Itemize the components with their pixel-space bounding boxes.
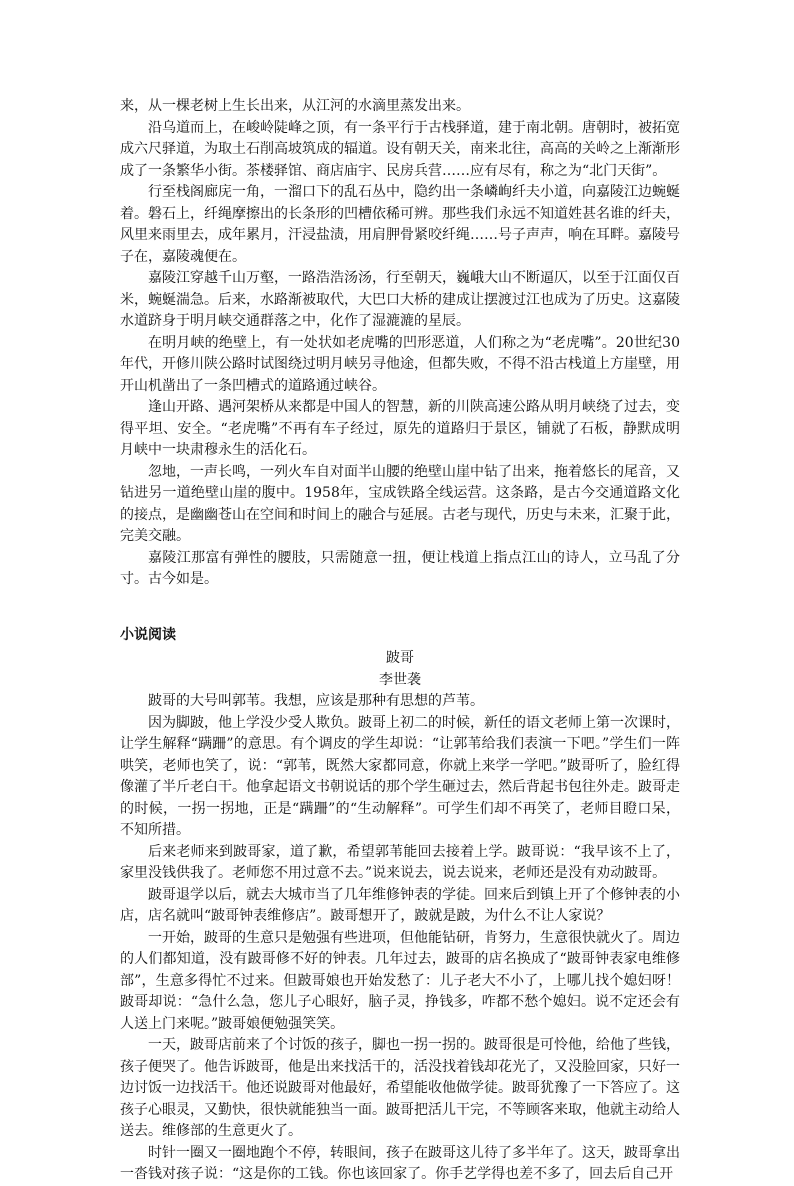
essay-paragraph: 在明月峡的绝壁上，有一处状如老虎嘴的凹形恶道，人们称之为“老虎嘴”。20世纪30年代，开修川陕公路时试图绕过明月峡另寻他途，但都失败，不得不沿古栈道上方崖壁，用开山机凿出了一条凹槽式的道路通过峡谷。 (120, 334, 680, 394)
essay-paragraph: 忽地，一声长鸣，一列火车自对面半山腰的绝壁山崖中钻了出来，拖着悠长的尾音，又钻进另一道绝壁山崖的腹中。1958年，宝成铁路全线运营。这条路，是古今交通道路文化的接点，是幽幽苍山在空间和时间上的融合与延展。古老与现代，历史与未来，汇聚于此，完美交融。 (120, 463, 680, 544)
novel-section (120, 625, 680, 1186)
essay-paragraph: 嘉陵江穿越千山万壑，一路浩浩汤汤，行至朝天，巍峨大山不断逼仄，以至于江面仅百米，蜿蜒湍急。后来，水路渐被取代，大巴口大桥的建成让摆渡过江也成为了历史。这嘉陵水道跻身于明月峡交通群落之中，化作了湿漉漉的星辰。 (120, 270, 680, 329)
story-title: 跛哥 (386, 650, 414, 666)
essay-paragraph: 来，从一棵老树上生长出来，从江河的水滴里蒸发出来。 (120, 98, 470, 114)
essay-paragraph: 行至栈阁廊庑一角，一溜口下的乱石丛中，隐约出一条嶙峋纤夫小道，向嘉陵江边蜿蜒着。磐石上，纤绳摩擦出的长条形的凹槽依稀可辨。那些我们永远不知道姓甚名谁的纤夫，风里来雨里去，成年累月，汗浸盐渍，用肩胛骨紧咬纤绳……号子声声，响在耳畔。嘉陵号子在，嘉陵魂便在。 (120, 184, 680, 265)
story-paragraph: 时针一圈又一圈地跑个不停，转眼间，孩子在跛哥这儿待了多半年了。这天，跛哥拿出一沓钱对孩子说：“这是你的工钱。你也该回家了。你手艺学得也差不多了，回去后自己开 (120, 1144, 680, 1182)
section-heading: 小说阅读 (120, 626, 176, 643)
essay-section (120, 96, 680, 591)
story-paragraph: 因为脚跛，他上学没少受人欺负。跛哥上初二的时候，新任的语文老师上第一次课时，让学生解释“蹒跚”的意思。有个调皮的学生却说：“让郭苇给我们表演一下吧。”学生们一阵哄笑，老师也笑了，说：“郭苇，既然大家都同意，你就上来学一学吧。”跛哥听了，脸红得像灌了半斤老白干。他拿起语文书朝说话的那个学生砸过去，然后背起书包往外走。跛哥走的时候，一拐一拐地，正是“蹒跚”的“生动解释”。可学生们却不再笑了，老师目瞪口呆，不知所措。 (120, 714, 680, 838)
story-paragraph: 跛哥退学以后，就去大城市当了几年维修钟表的学徒。回来后到镇上开了个修钟表的小店，店名就叫“跛哥钟表维修店”。跛哥想开了，跛就是跛，为什么不让人家说？ (120, 886, 680, 924)
essay-paragraph: 逢山开路、遇河架桥从来都是中国人的智慧，新的川陕高速公路从明月峡绕了过去，变得平坦、安全。“老虎嘴”不再有车子经过，原先的道路归于景区，铺就了石板，静默成明月峡中一块肃穆永生的活化石。 (120, 399, 680, 458)
essay-paragraph: 沿乌道而上，在峻岭陡峰之顶，有一条平行于古栈驿道，建于南北朝。唐朝时，被拓宽成六尺驿道，为取土石削高坡筑成的辐道。设有朝天关，南来北往，高高的关岭之上渐渐形成了一条繁华小街。茶楼驿馆、商店庙宇、民房兵营……应有尽有，称之为“北门天街”。 (120, 119, 680, 179)
story-author: 李世袭 (379, 671, 421, 688)
document-page (120, 96, 680, 1186)
story-paragraph: 跛哥的大号叫郭苇。我想，应该是那种有思想的芦苇。 (148, 693, 484, 709)
story-paragraph: 后来老师来到跛哥家，道了歉，希望郭苇能回去接着上学。跛哥说：“我早该不上了，家里没钱供我了。老师您不用过意不去。”说来说去，说去说来，老师还是没有劝动跛哥。 (120, 843, 680, 881)
story-paragraph: 一天，跛哥店前来了个讨饭的孩子，脚也一拐一拐的。跛哥很是可怜他，给他了些钱，孩子便哭了。他告诉跛哥，他是出来找活干的，活没找着钱却花光了，又没脸回家，只好一边讨饭一边找活干。他还说跛哥对他最好，希望能收他做学徒。跛哥犹豫了一下答应了。这孩子心眼灵，又勤快，很快就能独当一面。跛哥把活儿干完，不等顾客来取，他就主动给人送去。维修部的生意更火了。 (120, 1037, 680, 1139)
essay-paragraph: 嘉陵江那富有弹性的腰肢，只需随意一扭，便让栈道上指点江山的诗人，立马乱了分寸。古今如是。 (120, 549, 680, 587)
story-paragraph: 一开始，跛哥的生意只是勉强有些进项，但他能钻研，肯努力，生意很快就火了。周边的人们都知道，没有跛哥修不好的钟表。几年过去，跛哥的店名换成了“跛哥钟表家电维修部”，生意多得忙不过来。但跛哥娘也开始发愁了：儿子老大不小了，上哪儿找个媳妇呀！跛哥却说：“急什么急，您儿子心眼好，脑子灵，挣钱多，咋都不愁个媳妇。说不定还会有人送上门来呢。”跛哥娘便勉强笑笑。 (120, 929, 680, 1032)
